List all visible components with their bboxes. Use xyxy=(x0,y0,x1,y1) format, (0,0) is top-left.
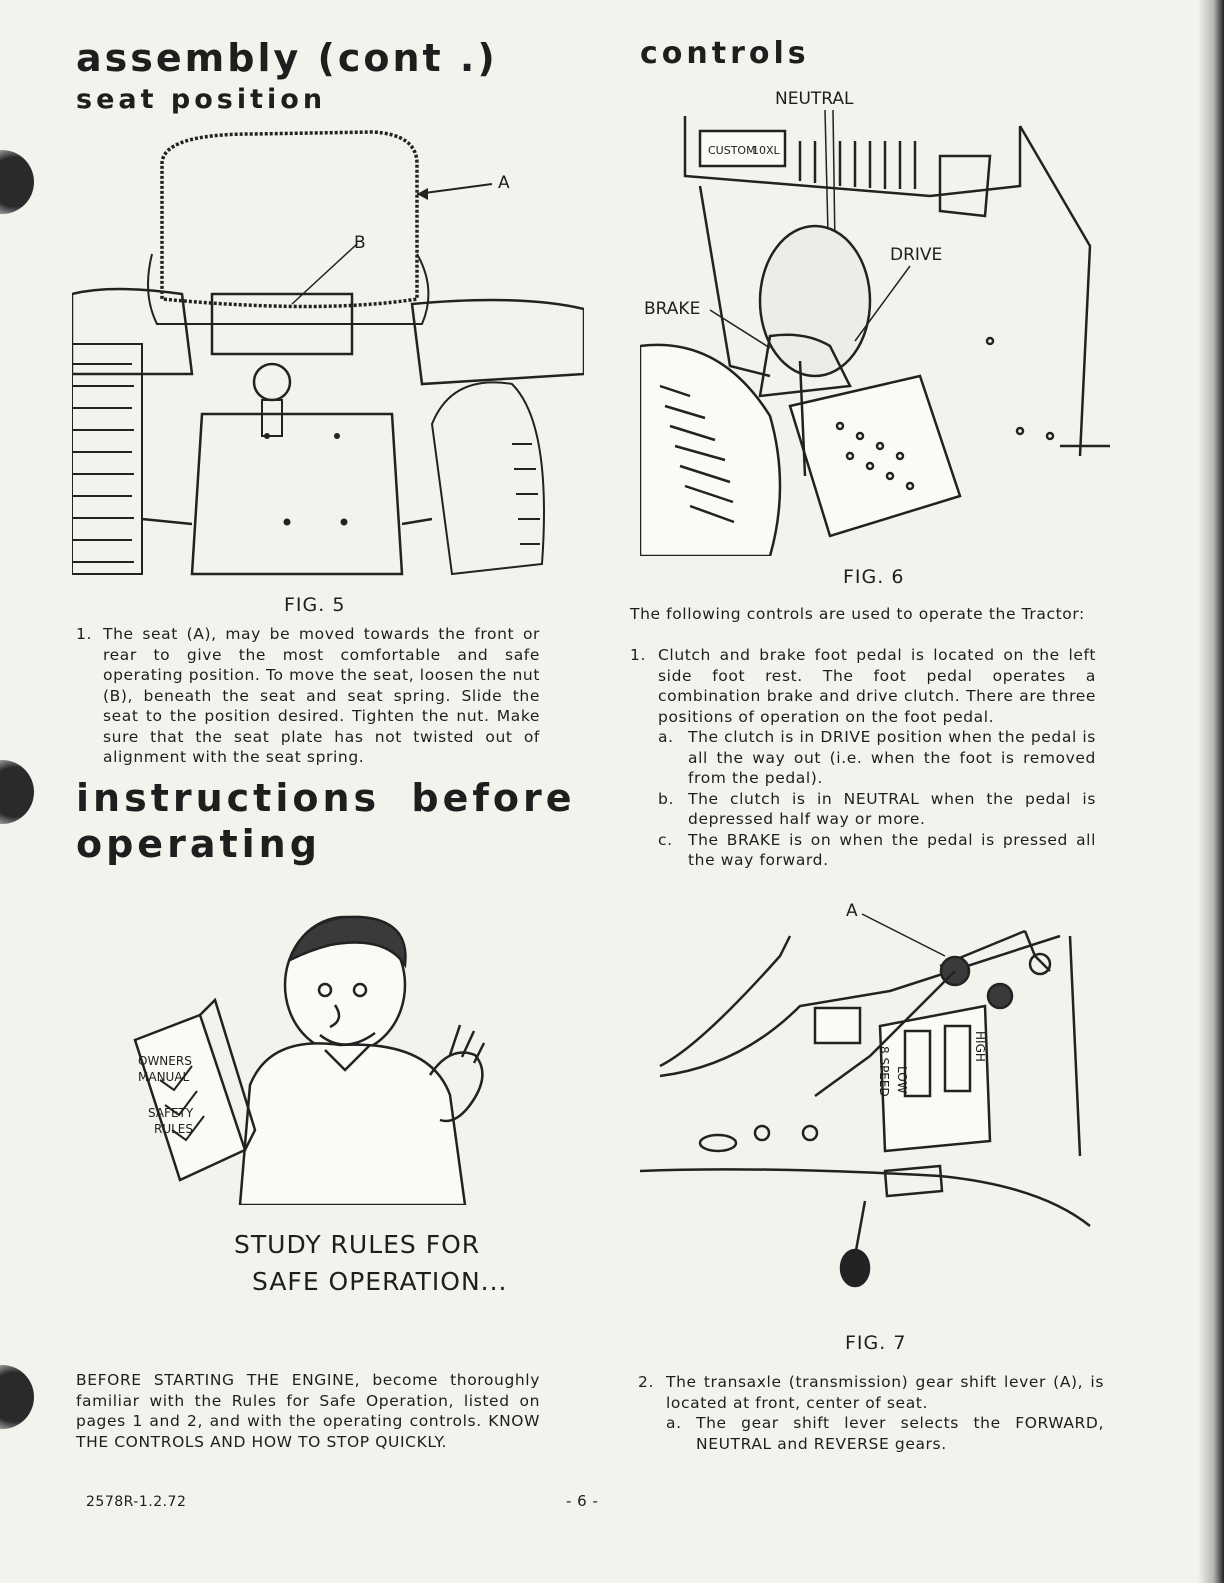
subsection-title-seat-position: seat position xyxy=(76,84,327,115)
page-edge-shadow xyxy=(1198,0,1224,1583)
figure-5-caption: FIG. 5 xyxy=(284,594,346,616)
list-text: The seat (A), may be moved towards the front or rear to give the most comfortable and safe operating position. To move the seat, loosen the nut (B), beneath the seat and seat spring. Slide the seat to the position desired. Tighten the nut. Make sure that the seat plate has not twisted out of alignment with the seat spring. xyxy=(103,625,540,766)
list-number: 1. xyxy=(76,625,92,643)
fig7-plate-low: LOW xyxy=(895,1066,909,1094)
binder-hole-middle xyxy=(0,760,34,824)
document-code: 2578R-1.2.72 xyxy=(86,1494,187,1510)
figure-7-gear-shift-illustration xyxy=(640,896,1110,1316)
controls-item-1 xyxy=(630,645,1096,871)
sub-text: The clutch is in DRIVE position when the pedal is all the way out (i.e. when the foot is removed from the pedal). xyxy=(688,728,1096,787)
figure-6-caption: FIG. 6 xyxy=(843,566,905,588)
seat-instruction-item xyxy=(76,624,540,768)
list-text: Clutch and brake foot pedal is located on the left side foot rest. The foot pedal operates a combination brake and drive clutch. There are three positions of operation on the foot pedal. xyxy=(658,646,1096,726)
book-line-2: MANUAL xyxy=(138,1070,190,1084)
section-title-operating: operating xyxy=(76,822,321,866)
fig6-badge-1: CUSTOM xyxy=(708,144,756,157)
list-number: 2. xyxy=(638,1373,654,1391)
before-starting-paragraph: BEFORE STARTING THE ENGINE, become thoroughly familiar with the Rules for Safe Operation, listed on pages 1 and 2, and with the operating controls. KNOW THE CONTROLS AND HOW TO STOP QUICKLY. xyxy=(76,1371,540,1451)
sub-item-b xyxy=(658,789,1096,830)
sub-text: The BRAKE is on when the pedal is pressed all the way forward. xyxy=(688,830,1096,869)
cartoon-caption-line-2: SAFE OPERATION... xyxy=(252,1267,508,1296)
cartoon-caption-line-1: STUDY RULES FOR xyxy=(234,1230,481,1259)
sub-text: The clutch is in NEUTRAL when the pedal is depressed half way or more. xyxy=(688,789,1096,828)
binder-hole-top xyxy=(0,150,34,214)
sub-letter: c. xyxy=(658,830,673,849)
fig5-label-a: A xyxy=(498,173,510,193)
controls-item-2 xyxy=(638,1372,1104,1454)
page-number: - 6 - xyxy=(566,1492,599,1510)
section-title-instructions: instructions before xyxy=(76,776,576,820)
sub-letter: b. xyxy=(658,789,674,808)
sub-letter: a. xyxy=(666,1414,682,1432)
sub-text: The gear shift lever selects the FORWARD, NEUTRAL and REVERSE gears. xyxy=(696,1414,1104,1453)
fig5-label-b: B xyxy=(354,233,366,253)
fig7-plate-speed: 8 SPEED xyxy=(877,1046,891,1097)
section-title-assembly: assembly (cont .) xyxy=(76,36,498,80)
sub-letter: a. xyxy=(658,728,674,746)
book-line-1: OWNERS xyxy=(138,1054,192,1068)
list-text: The transaxle (transmission) gear shift lever (A), is located at front, center of seat. xyxy=(666,1373,1104,1412)
cartoon-man-reading-manual xyxy=(130,905,500,1205)
binder-hole-bottom xyxy=(0,1365,34,1429)
fig7-plate-high: HIGH xyxy=(973,1031,987,1062)
controls-intro: The following controls are used to operate the Tractor: xyxy=(630,605,1085,623)
list-number: 1. xyxy=(630,646,646,664)
fig6-label-neutral: NEUTRAL xyxy=(775,89,854,109)
fig6-label-drive: DRIVE xyxy=(890,245,943,265)
sub-item-a xyxy=(658,727,1096,789)
fig6-label-brake: BRAKE xyxy=(644,299,701,319)
sub-item-c xyxy=(658,830,1096,871)
figure-7-caption: FIG. 7 xyxy=(845,1332,907,1354)
figure-5-seat-illustration xyxy=(72,124,584,586)
book-line-4: RULES xyxy=(154,1122,194,1136)
book-line-3: SAFETY xyxy=(148,1106,194,1120)
fig6-badge-2: 10XL xyxy=(752,144,780,157)
fig7-label-a: A xyxy=(846,901,858,921)
section-title-controls: controls xyxy=(640,36,810,71)
sub-item-a xyxy=(666,1413,1104,1454)
figure-6-foot-pedal-illustration xyxy=(640,86,1110,556)
